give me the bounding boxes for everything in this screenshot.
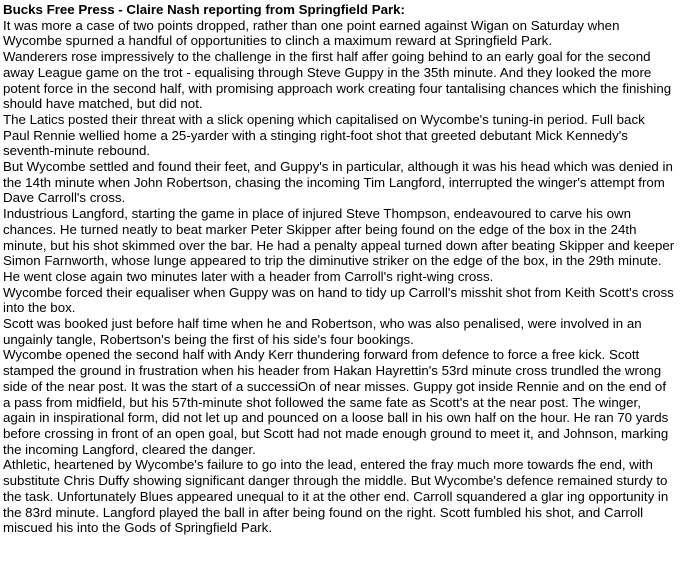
article-paragraph: Wycombe forced their equaliser when Guppy was on hand to tidy up Carroll's misshit shot from Keith Scott's cross into the box.: [3, 284, 674, 316]
article-paragraph: Athletic, heartened by Wycombe's failure to go into the lead, entered the fray much more towards fhe end, with substitute Chris Duffy showing significant danger through the middle. But Wycombe's defence remained sturdy to the task. Unfortunately Blues appeared unequal to it at the other end. Carroll squandered a glar ing opportunity in the 83rd minute. Langford played the ball in after being found on the right. Scott fumbled his shot, and Carroll miscued his into the Gods of Springfield Park.: [3, 457, 669, 536]
article-paragraph: Scott was booked just before half time when he and Robertson, who was also penalised, were involved in an ungainly tangle, Robertson's being the first of his side's four bookings.: [3, 316, 642, 347]
article-paragraph: Industrious Langford, starting the game in place of injured Steve Thompson, endeavoured to carve his own chances. He turned neatly to beat marker Peter Skipper after being found on the edge of the box in the 24th minute, but his shot skimmed over the bar. He had a penalty appeal turned down after beating Skipper and keeper Simon Farnworth, whose lunge appeared to trip the diminutive striker on the edge of the box, in the 29th minute. He went close again two minutes later with a header from Carroll's right-wing cross.: [3, 206, 675, 284]
article-paragraph: Wycombe opened the second half with Andy Kerr thundering forward from defence to force a free kick. Scott stamped the ground in frustration when his header from Hakan Hayrettin's 53rd minute cross trundled the wrong side of the near post. It was the start of a successiOn of near misses. Guppy got inside Rennie and on the end of a pass from midfield, but his 57th-minute shot followed the same fate as Scott's at the near post. The winger, again in inspirational form, did not let up and pounced on a loose ball in his own half on the hour. He ran 70 yards before crossing in front of an open goal, but Scott had not made enough ground to meet it, and Johnson, marking the incoming Langford, cleared the danger.: [3, 347, 669, 457]
article-paragraph: But Wycombe settled and found their feet, and Guppy's in particular, although it was his head which was denied in the 14th minute when John Robertson, chasing the incoming Tim Langford, interrupted the winger's attempt from Dave Carroll's cross.: [3, 159, 673, 206]
article-headline: Bucks Free Press - Claire Nash reporting from Springfield Park:: [3, 2, 405, 17]
article-paragraph: Wanderers rose impressively to the challenge in the first half affer going behind to an early goal for the second away League game on the trot - equalising through Steve Guppy in the 35th minute. And they looked the more potent force in the second half, with promising approach work creating four tantalising chances which the finishing should have matched, but did not.: [3, 49, 672, 112]
article-paragraph: The Latics posted their threat with a slick opening which capitalised on Wycombe's tuning-in period. Full back Paul Rennie wellied home a 25-yarder with a stinging right-foot shot that greeted debutant Mick Kennedy's seventh-minute rebound.: [3, 111, 645, 159]
article-paragraph: It was more a case of two points dropped, rather than one point earned against Wigan on Saturday when Wycombe spurned a handful of opportunities to clinch a maximum reward at Springfield Park.: [3, 17, 620, 49]
